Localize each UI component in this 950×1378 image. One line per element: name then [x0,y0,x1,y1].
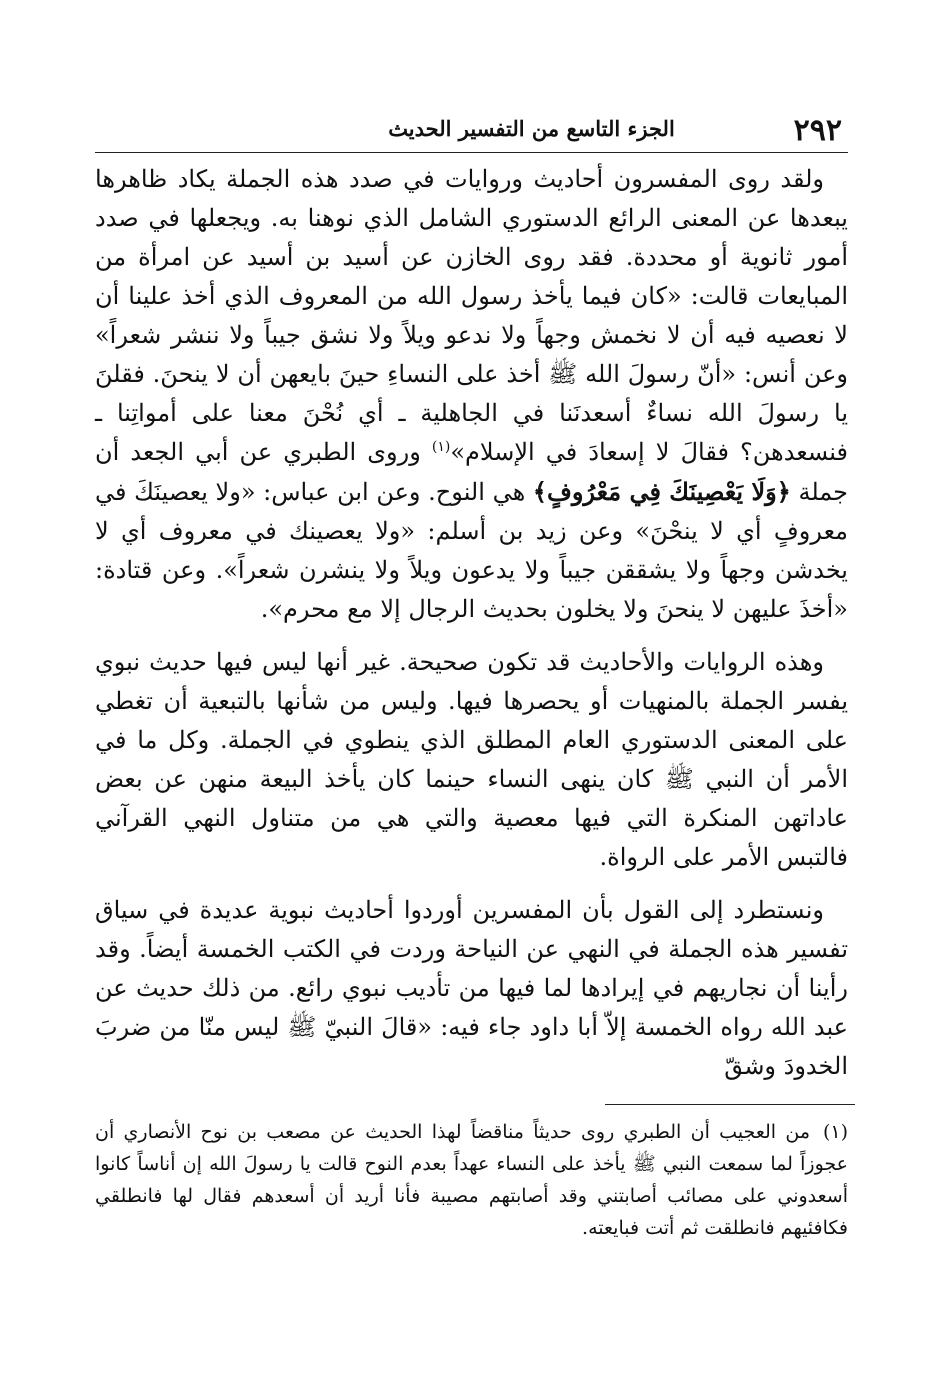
page-number: ٢٩٢ [793,113,842,148]
quran-verse: ﴿وَلَا يَعْصِينَكَ فِي مَعْرُوفٍ﴾ [532,477,791,506]
footnote [95,1116,848,1244]
footnote-divider [605,1104,855,1105]
footnote-marker: (١) [822,1121,848,1143]
paragraph-2: وهذه الروايات والأحاديث قد تكون صحيحة. غير أنها ليس فيها حديث نبوي يفسر الجملة بالمنهيات أو يحصرها فيها. وليس من شأنها بالتبعية أن تغطي على المعنى الدستوري العام المطلق الذي ينطوي في الجملة. وكل ما في الأمر أن النبي ﷺ كان ينهى النساء حينما كان يأخذ البيعة منهن عن بعض عاداتهن المنكرة التي فيها معصية والتي هي من متناول النهي القرآني فالتبس الأمر على الرواة. [95,648,848,871]
footnote-text: من العجيب أن الطبري روى حديثاً مناقضاً لهذا الحديث عن مصعب بن نوح الأنصاري أن عجوزاً لما سمعت النبي ﷺ يأخذ على النساء عهداً بعدم النوح قالت يا رسولَ الله إن أناساً كانوا أسعدوني على مصائب أصابتني وقد أصابتهم مصيبة فأنا أريد أن أسعدهم فقال لها فانطلقي فكافئيهم فانطلقت ثم أتت فبايعته. [95,1121,848,1239]
main-text [95,160,848,1100]
paragraph-1-part-b: وروى الطبري عن أبي الجعد أن جملة [95,438,848,506]
paragraph-1 [95,160,848,629]
running-title: الجزء التاسع من التفسير الحديث [388,116,675,141]
page-header [95,112,848,153]
paragraph-1-part-c: هي النوح. وعن ابن عباس: «ولا يعصينَكَ في معروفٍ أي لا ينحْنَ» وعن زيد بن أسلم: «ولا يعصينك في معروف أي لا يخدشن وجهاً ولا يشققن جيباً ولا يدعون ويلاً ولا ينشرن شعراً». وعن قتادة: «أخذَ عليهن لا ينحنَ ولا يخلون بحديث الرجال إلا مع محرم». [95,478,849,623]
footnote-reference: (١) [431,439,451,455]
paragraph-3: ونستطرد إلى القول بأن المفسرين أوردوا أحاديث نبوية عديدة في سياق تفسير هذه الجملة في النهي عن النياحة وردت في الكتب الخمسة أيضاً. وقد رأينا أن نجاريهم في إيرادها لما فيها من تأديب نبوي رائع. من ذلك حديث عن عبد الله رواه الخمسة إلاّ أبا داود جاء فيه: «قالَ النبيّ ﷺ ليس منّا من ضربَ الخدودَ وشقّ [95,896,848,1080]
paragraph-1-part-a: ولقد روى المفسرون أحاديث وروايات في صدد هذه الجملة يكاد ظاهرها يبعدها عن المعنى الرائع الدستوري الشامل الذي نوهنا به. ويجعلها في صدد أمور ثانوية أو محددة. فقد روى الخازن عن أسيد بن أسيد عن امرأة من المبايعات قالت: «كان فيما يأخذ رسول الله من المعروف الذي أخذ علينا أن لا نعصيه فيه أن لا نخمش وجهاً ولا ندعو ويلاً ولا نشق جيباً ولا ننشر شعراً» وعن أنس: «أنّ رسولَ الله ﷺ أخذ على النساءِ حينَ بايعهن أن لا ينحنَ. فقلنَ يا رسولَ الله نساءٌ أسعدنَنا في الجاهلية ـ أي نُحْنَ معنا على أمواتِنا ـ فنسعدهن؟ فقالَ لا إسعادَ في الإسلام» [95,165,848,466]
